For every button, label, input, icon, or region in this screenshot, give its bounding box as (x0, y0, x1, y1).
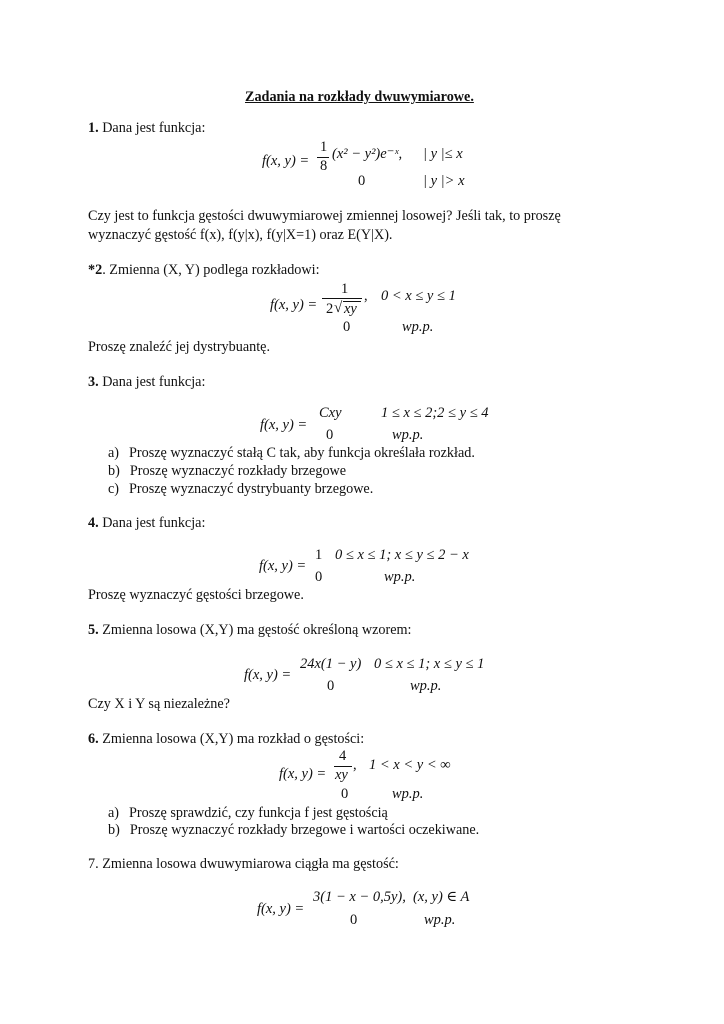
task-number: 4. (88, 515, 99, 531)
formula-condition-2: wp.p. (392, 786, 424, 802)
denominator-radicand: xy (344, 301, 357, 317)
sqrt-icon: √ (334, 300, 343, 316)
list-text: Proszę sprawdzić, czy funkcja f jest gęstością (129, 805, 388, 821)
task-text: Dana jest funkcja: (98, 374, 206, 390)
list-label: a) (108, 445, 120, 461)
list-item (108, 822, 479, 839)
task-4-header (88, 515, 205, 532)
task-text: Zmienna losowa (X,Y) ma gęstość określoną wzorem: (98, 622, 412, 638)
formula-zero: 0 (358, 173, 366, 189)
task-number: 1. (88, 120, 99, 136)
formula-condition-1: | y |≤ x (423, 146, 463, 162)
fraction-numerator: 1 (320, 139, 328, 155)
formula-condition-1: 0 < x ≤ y ≤ 1 (381, 288, 456, 304)
formula-condition-1: 1 < x < y < ∞ (369, 757, 451, 773)
list-label: c) (108, 481, 120, 497)
list-text: Proszę wyznaczyć rozkłady brzegowe (129, 463, 347, 479)
formula-condition-2: wp.p. (424, 912, 456, 928)
formula-condition-2: wp.p. (384, 569, 416, 585)
formula-zero: 0 (327, 678, 335, 694)
list-item (108, 805, 388, 822)
fraction-numerator: 4 (339, 748, 347, 764)
formula-condition-2: wp.p. (402, 319, 434, 335)
formula-row-1: 1 (315, 547, 323, 563)
formula-lhs: f(x, y) = (279, 766, 327, 782)
list-item (108, 463, 346, 480)
page-title: Zadania na rozkłady dwuwymiarowe. (245, 89, 474, 105)
task-question-line: wyznaczyć gęstość f(x), f(y|x), f(y|X=1) oraz E(Y|X). (88, 227, 393, 243)
fraction-denominator: xy (335, 767, 348, 783)
task-1-header (88, 120, 205, 137)
list-text: Proszę wyznaczyć stałą C tak, aby funkcja określała rozkład. (129, 445, 475, 461)
formula-condition-2: wp.p. (410, 678, 442, 694)
list-text: Proszę wyznaczyć dystrybuanty brzegowe. (129, 481, 374, 497)
task-question-line: Czy jest to funkcja gęstości dwuwymiarowej zmiennej losowej? Jeśli tak, to proszę (88, 208, 561, 224)
formula-row-1: 24x(1 − y) (300, 656, 362, 672)
task-question-line: Czy X i Y są niezależne? (88, 696, 230, 712)
task-question-line: Proszę wyznaczyć gęstości brzegowe. (88, 587, 304, 603)
task-number: 5. (88, 622, 99, 638)
task-6-header (88, 731, 364, 748)
formula-condition-2: wp.p. (392, 427, 424, 443)
formula-zero: 0 (326, 427, 334, 443)
task-number: 3. (88, 374, 99, 390)
formula-comma: , (353, 757, 357, 773)
formula-lhs: f(x, y) = (259, 558, 307, 574)
fraction-denominator: 8 (320, 158, 328, 174)
list-item (108, 481, 373, 498)
formula-lhs: f(x, y) = (244, 667, 292, 683)
formula-condition-1: (x, y) ∈ A (413, 889, 470, 905)
formula-lhs: f(x, y) = (257, 901, 305, 917)
fraction-numerator: 1 (341, 281, 349, 297)
task-5-header (88, 622, 411, 639)
formula-condition-1: 1 ≤ x ≤ 2;2 ≤ y ≤ 4 (381, 405, 489, 421)
formula-condition-2: | y |> x (423, 173, 465, 189)
formula-lhs: f(x, y) = (262, 153, 310, 169)
formula-zero: 0 (341, 786, 349, 802)
denominator-coefficient: 2 (326, 301, 334, 317)
task-number: *2 (88, 262, 103, 278)
list-label: b) (108, 822, 120, 838)
formula-lhs: f(x, y) = (260, 417, 308, 433)
task-number: 6. (88, 731, 99, 747)
list-label: b) (108, 463, 120, 479)
task-text: . Zmienna (X, Y) podlega rozkładowi: (102, 262, 320, 278)
formula-zero: 0 (315, 569, 323, 585)
formula-condition-1: 0 ≤ x ≤ 1; x ≤ y ≤ 2 − x (335, 547, 469, 563)
formula-condition-1: 0 ≤ x ≤ 1; x ≤ y ≤ 1 (374, 656, 485, 672)
task-text: Dana jest funkcja: (98, 120, 206, 136)
formula-zero: 0 (343, 319, 351, 335)
formula-lhs: f(x, y) = (270, 297, 318, 313)
formula-row-1: Cxy (319, 405, 342, 421)
task-3-header (88, 374, 205, 391)
fraction-line (322, 298, 362, 299)
task-7-header: 7. Zmienna losowa dwuwymiarowa ciągła ma gęstość: (88, 856, 399, 872)
list-text: Proszę wyznaczyć rozkłady brzegowe i wartości oczekiwane. (129, 822, 480, 838)
list-item (108, 445, 475, 462)
task-2-header (88, 262, 320, 279)
task-text: Dana jest funkcja: (98, 515, 206, 531)
formula-zero: 0 (350, 912, 358, 928)
list-label: a) (108, 805, 120, 821)
task-text: Zmienna losowa (X,Y) ma rozkład o gęstości: (98, 731, 365, 747)
formula-row-1: 3(1 − x − 0,5y), (313, 889, 406, 905)
formula-main: (x² − y²)e⁻ˣ, (332, 146, 403, 162)
task-question-line: Proszę znaleźć jej dystrybuantę. (88, 339, 270, 355)
formula-comma: , (364, 288, 368, 304)
